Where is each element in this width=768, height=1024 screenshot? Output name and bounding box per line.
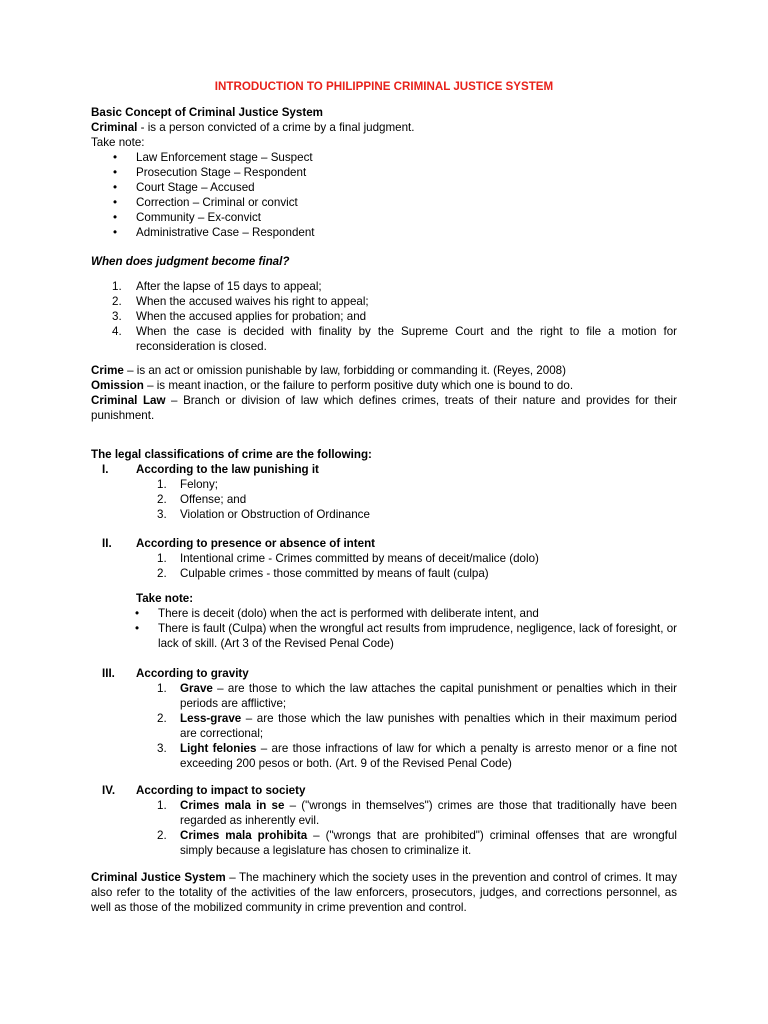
cjs-term: Criminal Justice System — [91, 871, 226, 884]
crime-definition — [91, 363, 677, 378]
stage-item: • Law Enforcement stage – Suspect — [91, 150, 677, 165]
criminal-law-def: – Branch or division of law which defines crimes, treats of their nature and provides for their punishment. — [91, 394, 677, 422]
gravity-text: – are those infractions of law for which a penalty is arresto menor or a fine not exceeding 200 pesos or both. (Art. 9 of the Revised Penal Code) — [180, 742, 678, 770]
cjs-definition — [91, 870, 677, 915]
classification-title: According to impact to society — [136, 784, 306, 797]
classification-item-text: Felony; — [180, 478, 219, 491]
crime-term: Crime — [91, 364, 124, 377]
classification-heading-2 — [91, 536, 677, 551]
note-item: • There is deceit (dolo) when the act is performed with deliberate intent, and — [91, 606, 677, 621]
classification-item-text: Intentional crime - Crimes committed by means of deceit/malice (dolo) — [180, 552, 539, 565]
take-note-heading: Take note: — [136, 592, 194, 605]
classification-title: According to presence or absence of intent — [136, 537, 376, 550]
classification-title: According to the law punishing it — [136, 463, 319, 476]
classification-item: 1. Felony; — [157, 478, 219, 491]
classification-item-text: Offense; and — [180, 493, 247, 506]
final-item-text: When the accused applies for probation; and — [136, 310, 367, 323]
document-title: INTRODUCTION TO PHILIPPINE CRIMINAL JUSTICE SYSTEM — [214, 80, 554, 93]
final-item-text: When the accused waives his right to appeal; — [136, 295, 369, 308]
classification-item: 2. Culpable crimes - those committed by means of fault (culpa) — [157, 567, 489, 580]
note-item: • There is fault (Culpa) when the wrongful act results from imprudence, negligence, lack of foresight, or lack of skill. (Art 3 of the Revised Penal Code) — [91, 621, 677, 651]
stage-item: • Correction – Criminal or convict — [91, 195, 677, 210]
classification-section-3 — [91, 666, 677, 771]
final-item-text: When the case is decided with finality by the Supreme Court and the right to file a motion for reconsideration is closed. — [136, 325, 677, 353]
gravity-term: Less-grave — [180, 712, 242, 725]
stage-item: • Administrative Case – Respondent — [91, 225, 677, 240]
classification-heading-4 — [91, 783, 677, 798]
gravity-item: 1. Grave – are those to which the law attaches the capital punishment or penalties which in their periods are afflictive; — [157, 682, 677, 710]
stage-item: • Court Stage – Accused — [91, 180, 677, 195]
classifications-heading: The legal classifications of crime are the following: — [91, 448, 372, 461]
gravity-term: Grave — [180, 682, 213, 695]
classification-section-4 — [91, 783, 677, 858]
definitions-section — [91, 363, 677, 423]
numeral: II. — [102, 537, 112, 550]
intent-note-section — [91, 591, 677, 651]
omission-definition — [91, 378, 677, 393]
final-item-text: After the lapse of 15 days to appeal; — [136, 280, 322, 293]
stage-item: • Community – Ex-convict — [91, 210, 677, 225]
omission-term: Omission — [91, 379, 144, 392]
final-judgment-question — [91, 254, 677, 269]
classification-item: 2. Offense; and — [157, 493, 247, 506]
classification-heading-3 — [91, 666, 677, 681]
classification-title: According to gravity — [136, 667, 249, 680]
final-judgment-list — [91, 279, 677, 354]
impact-text: – ("wrongs that are prohibited") criminal offenses that are wrongful simply because a legislature has chosen to criminalize it. — [180, 829, 677, 857]
impact-item: 1. Crimes mala in se – ("wrongs in themselves") crimes are those that traditionally have been regarded as inherently evil. — [157, 799, 677, 827]
criminal-law-term: Criminal Law — [91, 394, 166, 407]
take-note-label: Take note: — [91, 136, 145, 149]
criminal-def: - is a person convicted of a crime by a final judgment. — [137, 121, 415, 134]
numeral: I. — [102, 463, 109, 476]
criminal-definition — [91, 120, 677, 135]
impact-item: 2. Crimes mala prohibita – ("wrongs that are prohibited") criminal offenses that are wrongful simply because a legislature has chosen to criminalize it. — [157, 829, 677, 857]
gravity-item: 2. Less-grave – are those which the law punishes with penalties which in their maximum period are correctional; — [157, 712, 677, 740]
gravity-text: – are those which the law punishes with penalties which in their maximum period are correctional; — [180, 712, 677, 740]
classifications-section — [91, 447, 677, 522]
cjs-def: – The machinery which the society uses in the prevention and control of crimes. It may also refer to the totality of the activities of the law enforcers, prosecutors, judges, and corrections personnel, as well as those of the mobilized community in crime prevention and control. — [91, 871, 678, 914]
crime-def: – is an act or omission punishable by law, forbidding or commanding it. (Reyes, 2008) — [123, 364, 566, 377]
classification-item: 3. Violation or Obstruction of Ordinance — [157, 508, 370, 521]
stage-item: • Prosecution Stage – Respondent — [91, 165, 677, 180]
classification-item: 1. Intentional crime - Crimes committed by means of deceit/malice (dolo) — [157, 552, 539, 565]
classification-section-2 — [91, 536, 677, 581]
criminal-law-definition — [91, 393, 677, 423]
final-item: 3. When the accused applies for probation; and — [112, 310, 367, 323]
final-item: 4. When the case is decided with finality by the Supreme Court and the right to file a motion for reconsideration is closed. — [112, 325, 677, 353]
impact-term: Crimes mala prohibita — [180, 829, 308, 842]
final-item: 1. After the lapse of 15 days to appeal; — [112, 280, 322, 293]
classification-item-text: Violation or Obstruction of Ordinance — [180, 508, 370, 521]
numeral: IV. — [102, 784, 116, 797]
classification-heading-1 — [91, 462, 677, 477]
basic-concept-section — [91, 105, 677, 240]
impact-text: – ("wrongs in themselves") crimes are those that traditionally have been regarded as inherently evil. — [180, 799, 677, 827]
numeral: III. — [102, 667, 115, 680]
omission-def: – is meant inaction, or the failure to perform positive duty which one is bound to do. — [143, 379, 574, 392]
basic-concept-heading: Basic Concept of Criminal Justice System — [91, 106, 323, 119]
gravity-term: Light felonies — [180, 742, 257, 755]
criminal-term: Criminal — [91, 121, 138, 134]
gravity-text: – are those to which the law attaches the capital punishment or penalties which in their periods are afflictive; — [180, 682, 677, 710]
classification-item-text: Culpable crimes - those committed by means of fault (culpa) — [180, 567, 489, 580]
gravity-item: 3. Light felonies – are those infractions of law for which a penalty is arresto menor or a fine not exceeding 200 pesos or both. (Art. 9 of the Revised Penal Code) — [157, 742, 678, 770]
final-item: 2. When the accused waives his right to appeal; — [112, 295, 369, 308]
impact-term: Crimes mala in se — [180, 799, 285, 812]
final-question-text: When does judgment become final? — [91, 255, 290, 268]
